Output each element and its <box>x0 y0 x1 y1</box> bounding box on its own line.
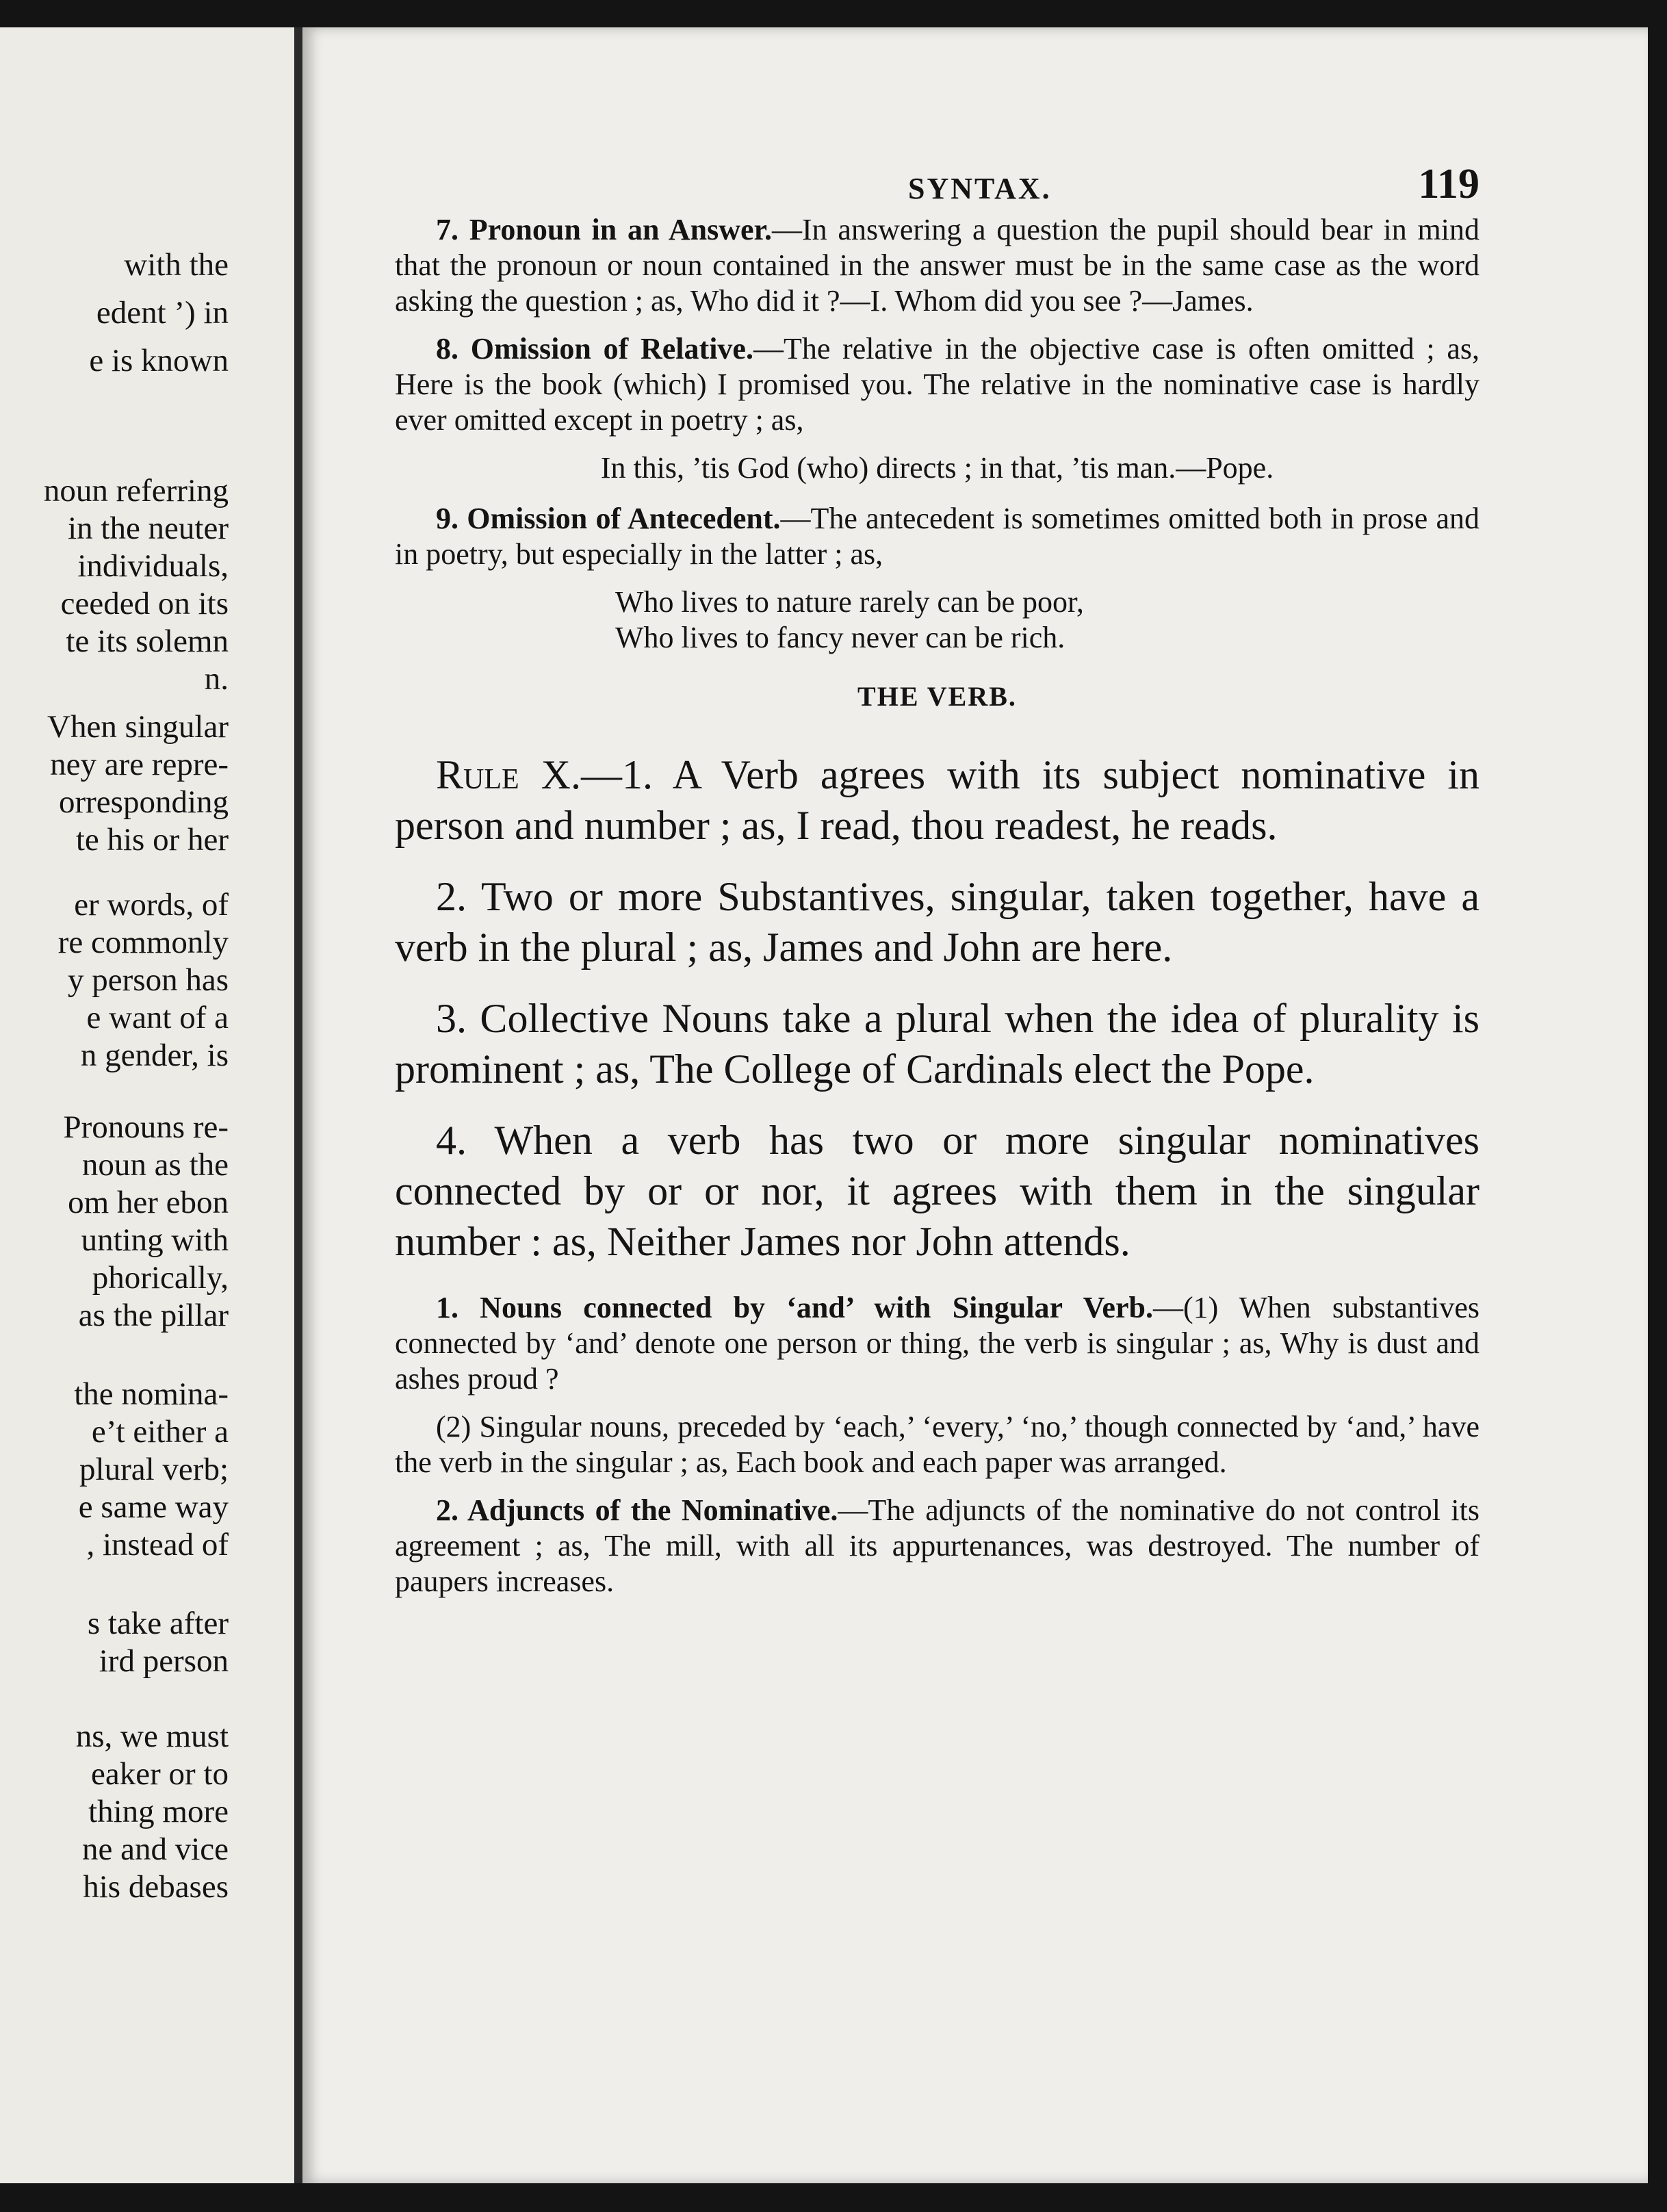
left-page-fragment: eaker or to <box>91 1756 229 1792</box>
rule-x-paragraph-1 <box>395 749 1479 851</box>
left-page-fragment: om her ebon <box>68 1185 229 1220</box>
rule-x-text-1: —1. A Verb agrees with its subject nominative in person and number ; as, I read, thou readest, he reads. <box>395 752 1479 848</box>
note-2 <box>395 1493 1479 1599</box>
note-1-part-2: (2) Singular nouns, preceded by ‘each,’ ‘every,’ ‘no,’ though connected by ‘and,’ have the verb in the singular ; as, Each book and each paper was arranged. <box>395 1410 1479 1479</box>
left-page-fragment: e is known <box>89 343 229 378</box>
section-7 <box>395 212 1479 319</box>
section-9-text: —The antecedent is sometimes omitted both in prose and in poetry, but especially in the latter ; as, <box>395 502 1479 571</box>
note-1 <box>395 1290 1479 1397</box>
left-page-fragment: as the pillar <box>78 1298 229 1333</box>
left-page-fragment: ceeded on its <box>60 586 229 621</box>
left-page-fragment: noun referring <box>43 473 229 509</box>
left-page-fragment: te its solemn <box>66 623 229 659</box>
left-page-fragment: plural verb; <box>79 1452 229 1487</box>
left-page-fragment: ird person <box>99 1643 229 1679</box>
left-page-fragment: phorically, <box>92 1260 229 1296</box>
section-9 <box>395 501 1479 572</box>
running-title: SYNTAX. <box>908 172 1052 205</box>
note-1-text: —(1) When substantives connected by ‘and’ denote one person or thing, the verb is singular ; as, Why is dust and ashes proud ? <box>395 1291 1479 1396</box>
section-8-text: —The relative in the objective case is often omitted ; as, Here is the book (which) I promised you. The relative in the nominative case is hardly ever omitted except in poetry ; as, <box>395 332 1479 437</box>
section-7-heading: 7. Pronoun in an Answer. <box>436 213 773 246</box>
left-page-fragment: s take after <box>87 1606 229 1641</box>
verb-section-title: THE VERB. <box>857 681 1017 712</box>
section-9-verse <box>615 584 1479 656</box>
left-page-fragment: , instead of <box>86 1527 229 1562</box>
left-page-fragment: with the <box>124 247 229 283</box>
rule-x-paragraph-2: 2. Two or more Substantives, singular, taken together, have a verb in the plural ; as, James and John are here. <box>395 874 1479 970</box>
left-page-fragment: ney are repre- <box>50 747 229 782</box>
rule-x-paragraph-3: 3. Collective Nouns take a plural when the idea of plurality is prominent ; as, The College of Cardinals elect the Pope. <box>395 996 1479 1092</box>
left-page <box>0 27 294 2183</box>
running-head <box>395 151 1479 212</box>
left-page-fragment: n gender, is <box>80 1038 229 1073</box>
section-8-heading: 8. Omission of Relative. <box>436 332 753 365</box>
left-page-fragment: e’t either a <box>91 1414 229 1450</box>
left-page-fragment: e want of a <box>86 1000 229 1036</box>
note-2-heading: 2. Adjuncts of the Nominative. <box>436 1493 838 1527</box>
left-page-fragment: Vhen singular <box>47 709 229 745</box>
note-2-text: —The adjuncts of the nominative do not control its agreement ; as, The mill, with all its appurtenances, was destroyed. The number of paupers increases. <box>395 1493 1479 1598</box>
left-page-fragment: thing more <box>88 1794 229 1829</box>
section-9-heading: 9. Omission of Antecedent. <box>436 502 781 535</box>
left-page-fragment: noun as the <box>81 1147 229 1183</box>
left-page-fragment: the nomina- <box>74 1376 229 1412</box>
right-page <box>302 27 1648 2183</box>
left-page-fragment: orresponding <box>58 784 229 820</box>
left-page-fragment: ns, we must <box>75 1719 229 1754</box>
left-page-fragment: unting with <box>81 1222 229 1258</box>
section-8 <box>395 331 1479 438</box>
note-1-heading: 1. Nouns connected by ‘and’ with Singular Verb. <box>436 1291 1153 1324</box>
left-page-fragment: his debases <box>83 1869 229 1905</box>
left-page-fragment: y person has <box>68 962 229 998</box>
left-page-fragment: e same way <box>78 1489 229 1525</box>
left-page-fragment: n. <box>204 661 229 697</box>
rule-x-paragraph-4: 4. When a verb has two or more singular nominatives connected by or or nor, it agrees with them in the singular number : as, Neither James nor John attends. <box>395 1118 1479 1264</box>
left-page-fragment: re commonly <box>57 925 229 960</box>
rule-x-heading: Rule X. <box>436 752 581 797</box>
page-number: 119 <box>1418 161 1479 207</box>
section-8-quote: In this, ’tis God (who) directs ; in that, ’tis man.—Pope. <box>600 451 1274 485</box>
left-page-fragment: edent ’) in <box>96 295 229 331</box>
section-7-text: —In answering a question the pupil should bear in mind that the pronoun or noun contained in the answer must be in the same case as the word asking the question ; as, Who did it ?—I. Whom did you see ?—James. <box>395 213 1479 318</box>
left-page-fragment: Pronouns re- <box>63 1109 229 1145</box>
left-page-fragment: er words, of <box>74 887 229 923</box>
verse-line: Who lives to nature rarely can be poor, <box>615 585 1084 619</box>
page-content <box>395 151 1479 1612</box>
left-page-fragment: te his or her <box>75 822 229 858</box>
verse-line: Who lives to fancy never can be rich. <box>615 621 1065 654</box>
left-page-fragment: ne and vice <box>81 1831 229 1867</box>
book-gutter <box>294 27 302 2183</box>
left-page-fragment: individuals, <box>77 548 229 584</box>
left-page-fragment: in the neuter <box>68 511 229 546</box>
